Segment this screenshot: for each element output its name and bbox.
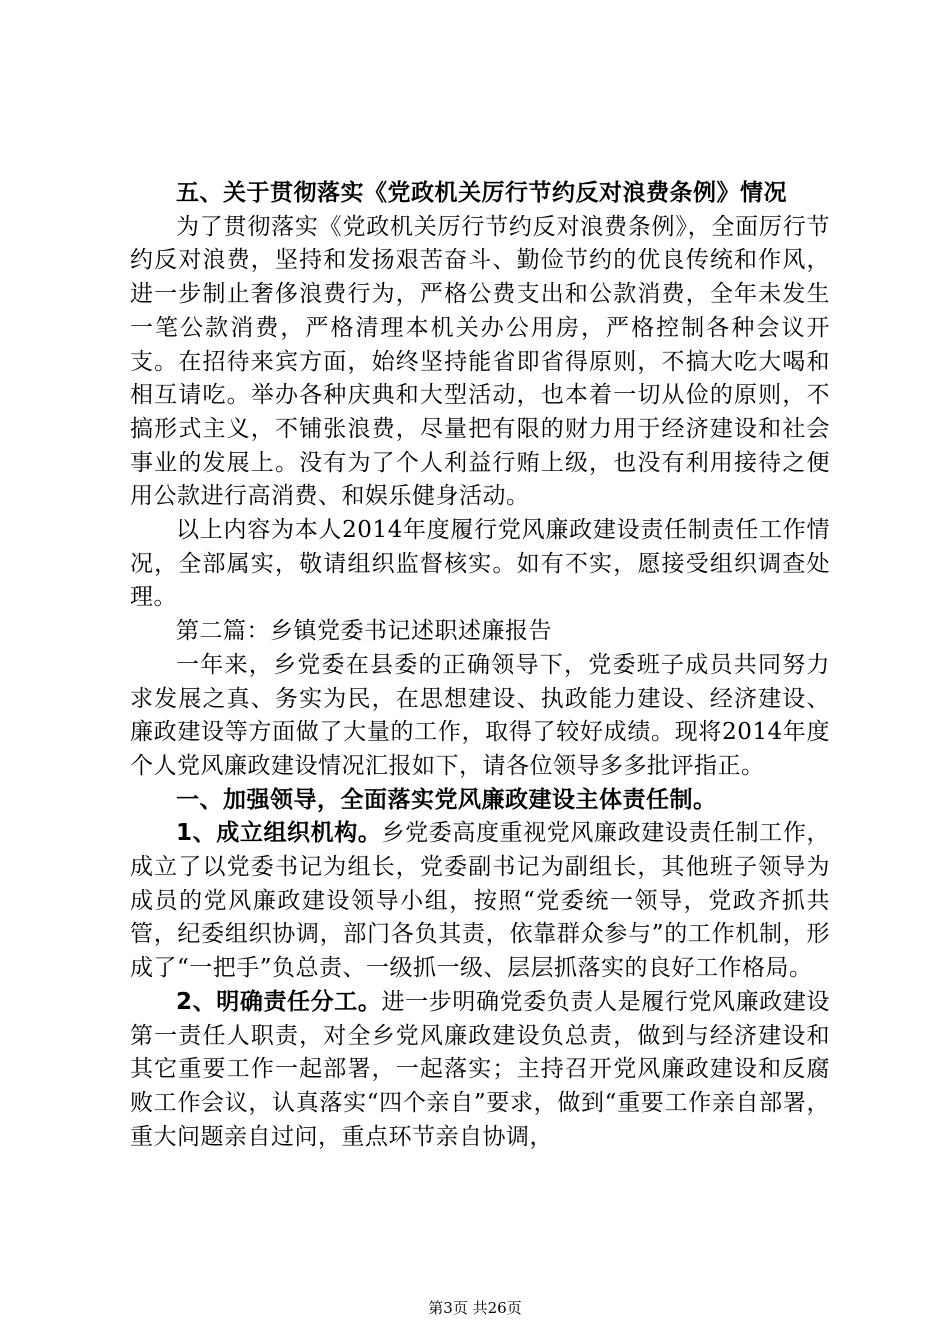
item-2-paragraph [130,986,830,1155]
section-5-heading: 五、关于贯彻落实《党政机关厉行节约反对浪费条例》情况 [176,180,787,206]
page-footer: 第3页 共26页 [428,1299,522,1317]
heading-1: 一、加强领导，全面落实党风廉政建设主体责任制。 [176,786,717,813]
section-5-paragraph: 为了贯彻落实《党政机关厉行节约反对浪费条例》，全面厉行节约反对浪费，坚持和发扬艰苦奋斗、勤俭节约的优良传统和作风，进一步制止奢侈浪费行为，严格公费支出和公款消费，全年未发生一笔公款消费，严格清理本机关办公用房，严格控制各种会议开支。在招待来宾方面，始终坚持能省即省得原则，不搞大吃大喝和相互请吃。举办各种庆典和大型活动，也本着一切从俭的原则，不搞形式主义，不铺张浪费，尽量把有限的财力用于经济建设和社会事业的发展上。没有为了个人利益行贿上级，也没有利用接待之便用公款进行高消费、和娱乐健身活动。 [130,213,830,510]
document-body [130,177,830,1154]
closing-paragraph: 以上内容为本人2014年度履行党风廉政建设责任制责任工作情况，全部属实，敬请组织监督核实。如有不实，愿接受组织调查处理。 [130,517,830,611]
item-1-lead: 1、成立组织机构。 [176,820,382,847]
item-2-lead: 2、明确责任分工。 [176,988,382,1015]
part-2-intro-paragraph: 一年来，乡党委在县委的正确领导下，党委班子成员共同努力求发展之真、务实为民，在思想建设、执政能力建设、经济建设、廉政建设等方面做了大量的工作，取得了较好成绩。现将2014年度个人党风廉政建设情况汇报如下，请各位领导多多批评指正。 [130,651,830,779]
item-2-body: 进一步明确党委负责人是履行党风廉政建设第一责任人职责，对全乡党风廉政建设负总责，做到与经济建设和其它重要工作一起部署，一起落实；主持召开党风廉政建设和反腐败工作会议，认真落实“四个亲自”要求，做到“重要工作亲自部署，重大问题亲自过问，重点环节亲自协调， [130,988,830,1150]
item-1-paragraph [130,817,830,986]
item-1-body: 乡党委高度重视党风廉政建设责任制工作，成立了以党委书记为组长，党委副书记为副组长，其他班子领导为成员的党风廉政建设领导小组，按照“党委统一领导，党政齐抓共管，纪委组织协调，部门各负其责，依靠群众参与”的工作机制，形成了“一把手”负总责、一级抓一级、层层抓落实的良好工作格局。 [130,820,830,982]
part-2-title: 第二篇：乡镇党委书记述职述廉报告 [176,618,552,645]
